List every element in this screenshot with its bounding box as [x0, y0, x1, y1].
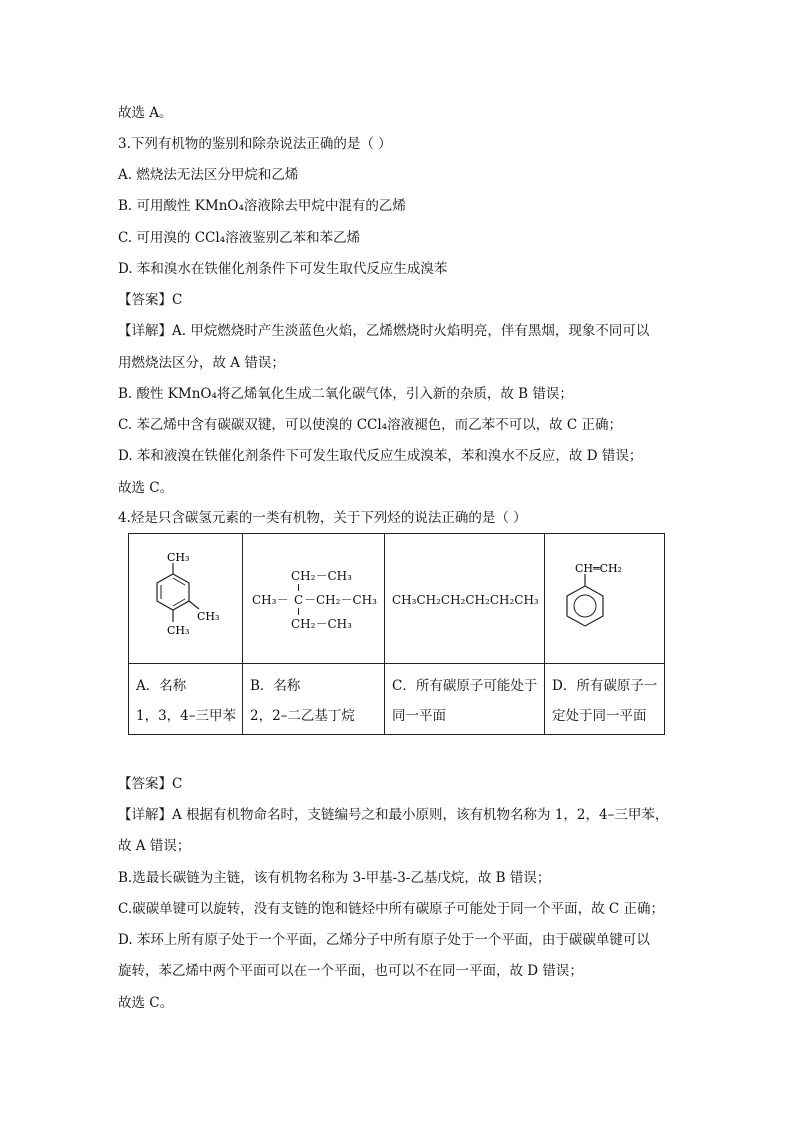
q4-explain-d: D. 苯环上所有原子处于一个平面，乙烯分子中所有原子处于一个平面，由于碳碳单键可以: [118, 932, 650, 948]
methyl-label-right: CH₃: [197, 610, 220, 623]
q4-conclusion: 故选 C。: [118, 995, 174, 1011]
q4-explain-a: 【详解】A 根据有机物命名时，支链编号之和最小原则，该有机物名称为 1，2，4–三甲苯，: [118, 807, 669, 823]
q3-conclusion: 故选 C。: [118, 480, 174, 496]
option-c-text-2: 同一平面: [392, 708, 446, 724]
hexane-formula: CH₃CH₂CH₂CH₂CH₂CH₃: [392, 593, 539, 607]
option-b-name: 2，2–二乙基丁烷: [250, 708, 355, 724]
line-select-a: 故选 A。: [118, 105, 173, 121]
option-c-text-1: C．所有碳原子可能处于: [392, 678, 538, 694]
q3-option-a: A. 燃烧法无法区分甲烷和乙烯: [118, 167, 299, 183]
styrene-structure: [549, 548, 659, 658]
q3-option-b: B. 可用酸性 KMnO₄溶液除去甲烷中混有的乙烯: [118, 198, 406, 214]
q3-explain-a2: 用燃烧法区分，故 A 错误；: [118, 355, 285, 371]
q4-explain-c: C.碳碳单键可以旋转，没有支链的饱和链烃中所有碳原子可能处于同一个平面，故 C 正确；: [118, 901, 665, 917]
q4-explain-a2: 故 A 错误；: [118, 838, 191, 854]
structure-table: [128, 533, 665, 735]
alkane-main-right: －CH₂－CH₃: [304, 593, 377, 607]
alkane-quaternary-c: C: [294, 593, 304, 607]
q3-option-c: C. 可用溴的 CCl₄溶液鉴别乙苯和苯乙烯: [118, 230, 361, 246]
option-d-text-2: 定处于同一平面: [552, 708, 647, 724]
q3-explain-b: B. 酸性 KMnO₄将乙烯氧化生成二氧化碳气体，引入新的杂质，故 B 错误；: [118, 386, 573, 402]
alkane-branch-top: CH₂－CH₃: [291, 569, 352, 583]
methyl-label-top: CH₃: [167, 551, 190, 564]
option-a-name: 1，3，4–三甲苯: [136, 708, 237, 724]
q3-explain-a: 【详解】A. 甲烷燃烧时产生淡蓝色火焰，乙烯燃烧时火焰明亮，伴有黑烟，现象不同可以: [118, 323, 650, 339]
methyl-label-bottom: CH₃: [167, 624, 190, 637]
q4-explain-b: B.选最长碳链为主链，该有机物名称为 3-甲基-3-乙基戊烷，故 B 错误；: [118, 870, 551, 886]
option-b-label: B．名称: [250, 678, 301, 694]
q3-option-d: D. 苯和溴水在铁催化剂条件下可发生取代反应生成溴苯: [118, 261, 448, 277]
trimethylbenzene-structure: [137, 546, 237, 656]
q4-answer: 【答案】C: [118, 776, 183, 792]
alkane-main-left: CH₃－: [252, 593, 289, 607]
q3-explain-c: C. 苯乙烯中含有碳碳双键，可以使溴的 CCl₄溶液褪色，而乙苯不可以，故 C 正确；: [118, 417, 623, 433]
q4-explain-d2: 旋转，苯乙烯中两个平面可以在一个平面，也可以不在同一平面，故 D 错误；: [118, 963, 583, 979]
vinyl-label: CH═CH₂: [575, 562, 623, 575]
q3-explain-d: D. 苯和液溴在铁催化剂条件下可发生取代反应生成溴苯，苯和溴水不反应，故 D 错误；: [118, 448, 643, 464]
option-a-label: A．名称: [136, 678, 187, 694]
question-3: 3.下列有机物的鉴别和除杂说法正确的是（ ）: [118, 136, 392, 152]
question-4: 4.烃是只含碳氢元素的一类有机物，关于下列烃的说法正确的是（ ）: [118, 510, 527, 526]
option-d-text-1: D．所有碳原子一: [552, 678, 658, 694]
alkane-branch-bottom: CH₂－CH₃: [291, 617, 352, 631]
q3-answer: 【答案】C: [118, 292, 183, 308]
